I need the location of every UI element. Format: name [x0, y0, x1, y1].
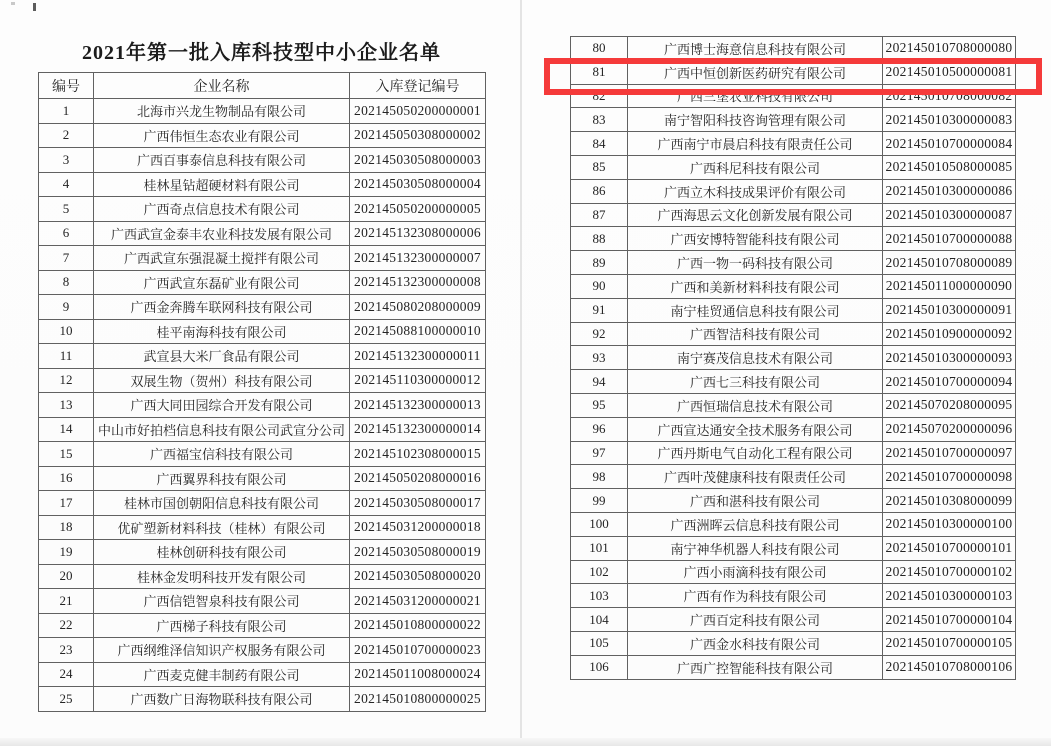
company-name-cell: 广西恒瑞信息技术有限公司: [628, 393, 883, 417]
table-row: [571, 655, 1016, 679]
row-number-cell: 101: [571, 536, 628, 560]
companies-table-left-page: [38, 72, 486, 712]
company-name-cell: 桂林金发明科技开发有限公司: [94, 564, 350, 589]
table-row: [39, 172, 486, 197]
row-number-cell: 22: [39, 613, 94, 638]
registration-number-cell: 202145010700000104: [883, 608, 1016, 632]
row-number-cell: 18: [39, 515, 94, 540]
registration-number-cell: 202145080208000009: [350, 295, 486, 320]
registration-number-cell: 202145010700000088: [883, 227, 1016, 251]
table-row: [571, 274, 1016, 298]
row-number-cell: 16: [39, 466, 94, 491]
registration-number-cell: 202145011000000090: [883, 274, 1016, 298]
company-name-cell: 广西丹斯电气自动化工程有限公司: [628, 441, 883, 465]
company-name-cell: 桂林市国创朝阳信息科技有限公司: [94, 491, 350, 516]
company-name-cell: 北海市兴龙生物制品有限公司: [94, 99, 350, 124]
table-row: [39, 589, 486, 614]
company-name-cell: 南宁赛茂信息技术有限公司: [628, 346, 883, 370]
row-number-cell: 83: [571, 108, 628, 132]
registration-number-cell: 202145011008000024: [350, 662, 486, 687]
row-number-cell: 14: [39, 417, 94, 442]
registration-number-cell: 202145010508000085: [883, 155, 1016, 179]
registration-number-cell: 202145010700000023: [350, 638, 486, 663]
company-name-cell: 南宁桂贸通信息科技有限公司: [628, 298, 883, 322]
registration-number-cell: 202145010300000091: [883, 298, 1016, 322]
row-number-cell: 15: [39, 442, 94, 467]
company-name-cell: 广西南宁市晨启科技有限责任公司: [628, 132, 883, 156]
table-row: [39, 295, 486, 320]
table-row: [571, 441, 1016, 465]
row-number-cell: 81: [571, 60, 628, 84]
table-row: [39, 344, 486, 369]
table-row: [571, 608, 1016, 632]
registration-number-cell: 202145010500000081: [883, 60, 1016, 84]
registration-number-cell: 202145050208000016: [350, 466, 486, 491]
table-row: [39, 368, 486, 393]
row-number-cell: 4: [39, 172, 94, 197]
registration-number-cell: 202145030508000003: [350, 148, 486, 173]
registration-number-cell: 202145070200000096: [883, 417, 1016, 441]
row-number-cell: 90: [571, 274, 628, 298]
table-row: [571, 346, 1016, 370]
registration-number-cell: 202145010300000083: [883, 108, 1016, 132]
row-number-cell: 25: [39, 687, 94, 712]
company-name-cell: 广西翼界科技有限公司: [94, 466, 350, 491]
registration-number-cell: 202145010700000098: [883, 465, 1016, 489]
company-name-cell: 广西奇点信息技术有限公司: [94, 197, 350, 222]
company-name-cell: 优矿塑新材料科技（桂林）有限公司: [94, 515, 350, 540]
row-number-cell: 9: [39, 295, 94, 320]
row-number-cell: 13: [39, 393, 94, 418]
registration-number-cell: 202145010700000094: [883, 370, 1016, 394]
table-row: [571, 584, 1016, 608]
table-row: [571, 132, 1016, 156]
company-name-cell: 双展生物（贺州）科技有限公司: [94, 368, 350, 393]
row-number-cell: 86: [571, 179, 628, 203]
row-number-cell: 89: [571, 251, 628, 275]
row-number-cell: 91: [571, 298, 628, 322]
company-name-cell: 武宣县大米厂食品有限公司: [94, 344, 350, 369]
registration-number-cell: 202145010708000089: [883, 251, 1016, 275]
company-name-cell: 广西纲维泽信知识产权服务有限公司: [94, 638, 350, 663]
table-row: [39, 221, 486, 246]
company-name-cell: 广西七三科技有限公司: [628, 370, 883, 394]
row-number-cell: 97: [571, 441, 628, 465]
company-name-cell: 广西武宣金泰丰农业科技发展有限公司: [94, 221, 350, 246]
row-number-cell: 102: [571, 560, 628, 584]
company-name-cell: 广西武宣东强混凝土搅拌有限公司: [94, 246, 350, 271]
document-title: 2021年第一批入库科技型中小企业名单: [82, 42, 441, 64]
column-header-company-name: 企业名称: [94, 73, 350, 99]
table-row: [39, 393, 486, 418]
registration-number-cell: 202145050200000005: [350, 197, 486, 222]
registration-number-cell: 202145010708000080: [883, 37, 1016, 61]
table-row: [39, 491, 486, 516]
registration-number-cell: 202145010800000025: [350, 687, 486, 712]
row-number-cell: 85: [571, 155, 628, 179]
company-name-cell: 广西博士海意信息科技有限公司: [628, 37, 883, 61]
company-name-cell: 广西大同田园综合开发有限公司: [94, 393, 350, 418]
company-name-cell: 广西立木科技成果评价有限公司: [628, 179, 883, 203]
registration-number-cell: 202145010700000102: [883, 560, 1016, 584]
company-name-cell: 广西宣达通安全技术服务有限公司: [628, 417, 883, 441]
table-row: [571, 251, 1016, 275]
company-name-cell: 广西海思云文化创新发展有限公司: [628, 203, 883, 227]
row-number-cell: 5: [39, 197, 94, 222]
table-header-row: [39, 73, 486, 99]
company-name-cell: 广西叶茂健康科技有限责任公司: [628, 465, 883, 489]
row-number-cell: 82: [571, 84, 628, 108]
table-row: [39, 417, 486, 442]
registration-number-cell: 202145110300000012: [350, 368, 486, 393]
table-row: [571, 393, 1016, 417]
company-name-cell: 广西和湛科技有限公司: [628, 489, 883, 513]
company-name-cell: 中山市好拍档信息科技有限公司武宣分公司: [94, 417, 350, 442]
company-name-cell: 广西三堡农业科技有限公司: [628, 84, 883, 108]
company-name-cell: 广西麦克健丰制药有限公司: [94, 662, 350, 687]
company-name-cell: 广西科尼科技有限公司: [628, 155, 883, 179]
registration-number-cell: 202145010708000082: [883, 84, 1016, 108]
row-number-cell: 17: [39, 491, 94, 516]
row-number-cell: 7: [39, 246, 94, 271]
table-row: [571, 322, 1016, 346]
company-name-cell: 广西安博特智能科技有限公司: [628, 227, 883, 251]
companies-table-right-page: [570, 36, 1016, 680]
registration-number-cell: 202145010800000022: [350, 613, 486, 638]
table-row: [571, 489, 1016, 513]
row-number-cell: 10: [39, 319, 94, 344]
registration-number-cell: 202145030508000019: [350, 540, 486, 565]
row-number-cell: 23: [39, 638, 94, 663]
company-name-cell: 广西数广日海物联科技有限公司: [94, 687, 350, 712]
registration-number-cell: 202145132300000013: [350, 393, 486, 418]
column-header-number: 编号: [39, 73, 94, 99]
company-name-cell: 桂林星钻超硬材料有限公司: [94, 172, 350, 197]
row-number-cell: 24: [39, 662, 94, 687]
table-row: [571, 417, 1016, 441]
registration-number-cell: 202145010300000087: [883, 203, 1016, 227]
table-row: [571, 227, 1016, 251]
row-number-cell: 8: [39, 270, 94, 295]
table-row: [39, 99, 486, 124]
table-row: [571, 60, 1016, 84]
page-fold-divider: [520, 0, 522, 746]
table-row: [571, 370, 1016, 394]
registration-number-cell: 202145010700000105: [883, 631, 1016, 655]
company-name-cell: 广西金奔腾车联网科技有限公司: [94, 295, 350, 320]
row-number-cell: 3: [39, 148, 94, 173]
row-number-cell: 6: [39, 221, 94, 246]
row-number-cell: 99: [571, 489, 628, 513]
company-name-cell: 桂林创研科技有限公司: [94, 540, 350, 565]
registration-number-cell: 202145010708000106: [883, 655, 1016, 679]
scan-artifact-mark: [33, 3, 36, 11]
registration-number-cell: 202145132300000011: [350, 344, 486, 369]
table-row: [571, 560, 1016, 584]
registration-number-cell: 202145050308000002: [350, 123, 486, 148]
table-row: [571, 203, 1016, 227]
table-row: [39, 148, 486, 173]
row-number-cell: 80: [571, 37, 628, 61]
row-number-cell: 92: [571, 322, 628, 346]
row-number-cell: 96: [571, 417, 628, 441]
row-number-cell: 104: [571, 608, 628, 632]
table-row: [571, 179, 1016, 203]
registration-number-cell: 202145010300000100: [883, 512, 1016, 536]
table-row: [571, 298, 1016, 322]
table-row: [571, 37, 1016, 61]
registration-number-cell: 202145088100000010: [350, 319, 486, 344]
company-name-cell: 广西智洁科技有限公司: [628, 322, 883, 346]
table-row: [39, 442, 486, 467]
table-row: [571, 631, 1016, 655]
registration-number-cell: 202145010300000093: [883, 346, 1016, 370]
registration-number-cell: 202145010300000086: [883, 179, 1016, 203]
table-row: [39, 319, 486, 344]
row-number-cell: 106: [571, 655, 628, 679]
company-name-cell: 广西洲晖云信息科技有限公司: [628, 512, 883, 536]
table-row: [39, 466, 486, 491]
registration-number-cell: 202145031200000018: [350, 515, 486, 540]
row-number-cell: 105: [571, 631, 628, 655]
row-number-cell: 2: [39, 123, 94, 148]
company-name-cell: 广西广控智能科技有限公司: [628, 655, 883, 679]
registration-number-cell: 202145030508000004: [350, 172, 486, 197]
registration-number-cell: 202145102308000015: [350, 442, 486, 467]
row-number-cell: 93: [571, 346, 628, 370]
company-name-cell: 广西武宣东磊矿业有限公司: [94, 270, 350, 295]
table-row: [39, 123, 486, 148]
registration-number-cell: 202145010300000103: [883, 584, 1016, 608]
table-row: [571, 512, 1016, 536]
company-name-cell: 广西福宝信科技有限公司: [94, 442, 350, 467]
table-row: [39, 613, 486, 638]
company-name-cell: 广西和美新材料科技有限公司: [628, 274, 883, 298]
row-number-cell: 103: [571, 584, 628, 608]
company-name-cell: 广西有作为科技有限公司: [628, 584, 883, 608]
registration-number-cell: 202145132300000007: [350, 246, 486, 271]
row-number-cell: 95: [571, 393, 628, 417]
table-row: [571, 155, 1016, 179]
table-row: [571, 536, 1016, 560]
row-number-cell: 94: [571, 370, 628, 394]
row-number-cell: 100: [571, 512, 628, 536]
column-header-registration-number: 入库登记编号: [350, 73, 486, 99]
company-name-cell: 广西伟恒生态农业有限公司: [94, 123, 350, 148]
row-number-cell: 98: [571, 465, 628, 489]
registration-number-cell: 202145132308000006: [350, 221, 486, 246]
company-name-cell: 广西百定科技有限公司: [628, 608, 883, 632]
registration-number-cell: 202145010700000097: [883, 441, 1016, 465]
registration-number-cell: 202145010308000099: [883, 489, 1016, 513]
company-name-cell: 广西信铠智泉科技有限公司: [94, 589, 350, 614]
company-name-cell: 南宁神华机器人科技有限公司: [628, 536, 883, 560]
scan-bottom-edge: [0, 738, 1051, 746]
company-name-cell: 桂平南海科技有限公司: [94, 319, 350, 344]
registration-number-cell: 202145030508000017: [350, 491, 486, 516]
registration-number-cell: 202145132300000014: [350, 417, 486, 442]
row-number-cell: 19: [39, 540, 94, 565]
registration-number-cell: 202145050200000001: [350, 99, 486, 124]
row-number-cell: 11: [39, 344, 94, 369]
registration-number-cell: 202145070208000095: [883, 393, 1016, 417]
company-name-cell: 南宁智阳科技咨询管理有限公司: [628, 108, 883, 132]
registration-number-cell: 202145031200000021: [350, 589, 486, 614]
company-name-cell: 广西中恒创新医药研究有限公司: [628, 60, 883, 84]
table-row: [39, 515, 486, 540]
company-name-cell: 广西一物一码科技有限公司: [628, 251, 883, 275]
scan-artifact-speck: [11, 2, 15, 5]
table-row: [571, 465, 1016, 489]
row-number-cell: 20: [39, 564, 94, 589]
table-row: [39, 540, 486, 565]
row-number-cell: 21: [39, 589, 94, 614]
row-number-cell: 1: [39, 99, 94, 124]
row-number-cell: 84: [571, 132, 628, 156]
table-row: [39, 246, 486, 271]
registration-number-cell: 202145010700000084: [883, 132, 1016, 156]
company-name-cell: 广西梯子科技有限公司: [94, 613, 350, 638]
registration-number-cell: 202145010700000101: [883, 536, 1016, 560]
table-row: [39, 197, 486, 222]
table-row: [571, 84, 1016, 108]
company-name-cell: 广西金水科技有限公司: [628, 631, 883, 655]
table-row: [39, 638, 486, 663]
table-row: [39, 270, 486, 295]
table-row: [571, 108, 1016, 132]
registration-number-cell: 202145132300000008: [350, 270, 486, 295]
registration-number-cell: 202145010900000092: [883, 322, 1016, 346]
table-row: [39, 564, 486, 589]
table-row: [39, 687, 486, 712]
row-number-cell: 12: [39, 368, 94, 393]
company-name-cell: 广西百事泰信息科技有限公司: [94, 148, 350, 173]
company-name-cell: 广西小雨滴科技有限公司: [628, 560, 883, 584]
table-row: [39, 662, 486, 687]
row-number-cell: 88: [571, 227, 628, 251]
registration-number-cell: 202145030508000020: [350, 564, 486, 589]
row-number-cell: 87: [571, 203, 628, 227]
